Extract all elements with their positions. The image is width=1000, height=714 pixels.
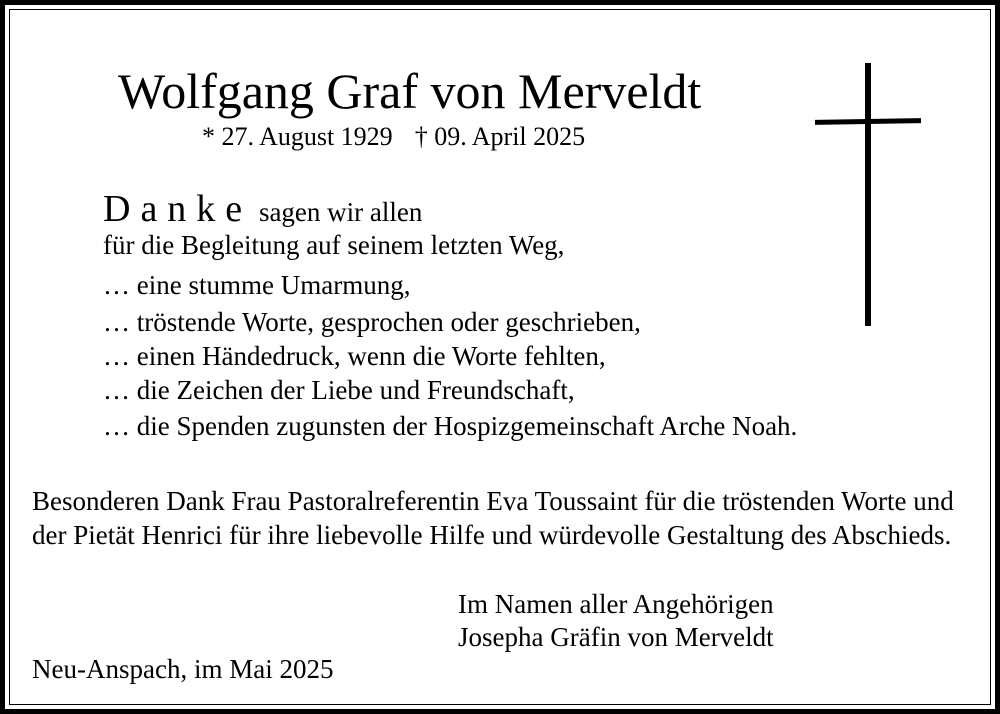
birth-date: * 27. August 1929 <box>202 122 393 151</box>
thanks-line: … eine stumme Umarmung, <box>103 270 411 300</box>
thanks-line: … die Zeichen der Liebe und Freundschaft, <box>103 375 575 405</box>
thanks-line: … einen Händedruck, wenn die Worte fehlten, <box>103 341 606 371</box>
thanks-line: … tröstende Worte, gesprochen oder geschrieben, <box>103 307 641 337</box>
thanks-line: … die Spenden zugunsten der Hospizgemeinschaft Arche Noah. <box>103 411 798 441</box>
cross-vertical-bar <box>865 63 871 326</box>
thanks-line: für die Begleitung auf seinem letzten Weg, <box>103 230 565 260</box>
death-date: † 09. April 2025 <box>414 122 586 151</box>
thanks-word: Danke <box>103 188 253 230</box>
thanks-heading <box>103 190 422 228</box>
special-thanks-paragraph: Besonderen Dank Frau Pastoralreferentin Eva Toussaint für die tröstenden Worte und der Pietät Henrici für ihre liebevolle Hilfe und würdevolle Gestaltung des Abschieds. <box>32 486 954 550</box>
thanks-intro: sagen wir allen <box>258 197 423 227</box>
place-and-date: Neu-Anspach, im Mai 2025 <box>32 654 334 684</box>
deceased-name: Wolfgang Graf von Merveldt <box>118 63 702 119</box>
signature-line-1: Im Namen aller Angehörigen <box>458 589 774 619</box>
life-dates <box>202 124 585 150</box>
signature-line-2: Josepha Gräfin von Merveldt <box>458 622 774 652</box>
